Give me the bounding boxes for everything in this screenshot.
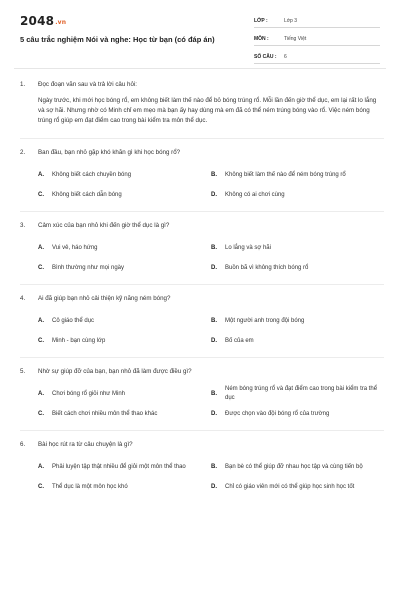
question-2 <box>20 148 384 205</box>
meta-row-class <box>254 14 380 28</box>
question-number: 5. <box>20 368 26 375</box>
option-text: Một người anh trong đội bóng <box>225 317 305 324</box>
option-a[interactable] <box>38 238 211 258</box>
option-text: Vui vẻ, háo hứng <box>52 244 98 251</box>
question-number: 6. <box>20 441 26 448</box>
question-divider <box>20 284 384 285</box>
option-key: C. <box>38 410 44 417</box>
option-d[interactable] <box>211 331 384 351</box>
option-d[interactable] <box>211 477 384 497</box>
option-d[interactable] <box>211 185 384 205</box>
question-list <box>20 80 384 497</box>
option-text: Không biết cách chuyền bóng <box>52 171 132 178</box>
option-text: Được chọn vào đội bóng rổ của trường <box>225 410 330 417</box>
logo-text: 2048 <box>20 14 55 28</box>
question-divider <box>20 138 384 139</box>
option-text: Bạn bè có thể giúp đỡ nhau học tập và cùng tiến bộ <box>225 463 363 470</box>
option-d[interactable] <box>211 258 384 278</box>
option-text: Bình thường như mọi ngày <box>52 264 125 271</box>
option-key: B. <box>211 317 217 324</box>
page-header <box>0 0 400 64</box>
option-key: A. <box>38 244 44 251</box>
option-a[interactable] <box>38 457 211 477</box>
question-number: 2. <box>20 149 26 156</box>
question-3 <box>20 221 384 278</box>
question-text: Cảm xúc của bạn nhỏ khi đến giờ thể dục là gì? <box>38 222 170 229</box>
option-text: Thể dục là một môn học khó <box>52 483 128 490</box>
option-a[interactable] <box>38 311 211 331</box>
option-key: B. <box>211 171 217 178</box>
option-c[interactable] <box>38 185 211 205</box>
meta-key: LỚP : <box>254 17 268 24</box>
site-logo[interactable] <box>20 14 66 28</box>
question-6 <box>20 440 384 497</box>
option-text: Không biết làm thế nào để ném bóng trúng rổ <box>225 171 346 178</box>
logo-extension: .vn <box>55 19 67 26</box>
question-5 <box>20 367 384 424</box>
meta-row-subject <box>254 32 380 46</box>
reading-passage: Ngày trước, khi mới học bóng rổ, em không biết làm thế nào để bỏ bóng trúng rổ. Mỗi lần đến giờ thể dục, em lại rất lo lắng và sợ hãi. Nhưng nhờ có Minh chỉ em mẹo mà bạn ấy hay dùng mà em đã có thể ném trúng bóng vào rổ. Việc ném bóng trúng rổ giúp em đạt điểm cao trong bài kiểm tra môn thể dục. <box>38 97 377 124</box>
meta-row-question-count <box>254 50 380 64</box>
answer-options <box>38 165 384 205</box>
question-1 <box>20 80 384 126</box>
option-b[interactable] <box>211 457 384 477</box>
option-text: Cô giáo thể dục <box>52 317 95 324</box>
meta-key: SỐ CÂU : <box>254 53 277 60</box>
document-meta <box>254 14 380 68</box>
question-divider <box>20 357 384 358</box>
option-key: C. <box>38 191 44 198</box>
option-key: C. <box>38 337 44 344</box>
option-c[interactable] <box>38 404 211 424</box>
option-key: B. <box>211 244 217 251</box>
option-b[interactable] <box>211 238 384 258</box>
answer-options <box>38 457 384 497</box>
question-number: 1. <box>20 81 26 88</box>
option-key: A. <box>38 171 44 178</box>
option-d[interactable] <box>211 404 384 424</box>
option-key: B. <box>211 463 217 470</box>
option-key: A. <box>38 463 44 470</box>
meta-value: 6 <box>284 53 287 60</box>
option-text: Bố của em <box>225 337 254 344</box>
answer-options <box>38 238 384 278</box>
option-text: Ném bóng trúng rổ và đạt điểm cao trong bài kiểm tra thể dục <box>225 386 378 401</box>
option-text: Biết cách chơi nhiều môn thể thao khác <box>52 410 158 417</box>
option-key: D. <box>211 410 217 417</box>
option-c[interactable] <box>38 331 211 351</box>
option-key: A. <box>38 317 44 324</box>
question-text: Ai đã giúp bạn nhỏ cải thiện kỹ năng ném bóng? <box>38 295 171 302</box>
question-text: Đọc đoạn văn sau và trả lời câu hỏi: <box>38 81 137 88</box>
header-divider <box>14 68 386 69</box>
option-text: Chơi bóng rổ giỏi như Minh <box>52 390 125 397</box>
option-key: D. <box>211 337 217 344</box>
option-text: Không có ai chơi cùng <box>225 191 285 198</box>
option-c[interactable] <box>38 477 211 497</box>
meta-value: Tiếng Việt <box>284 35 307 42</box>
option-text: Buồn bã vì không thích bóng rổ <box>225 264 309 271</box>
question-text: Nhờ sự giúp đỡ của bạn, bạn nhỏ đã làm được điều gì? <box>38 368 192 375</box>
option-text: Không biết cách dẫn bóng <box>52 191 122 198</box>
option-text: Lo lắng và sợ hãi <box>225 244 271 251</box>
option-key: D. <box>211 264 217 271</box>
answer-options <box>38 384 384 424</box>
option-key: A. <box>38 390 44 397</box>
option-text: Minh - bạn cùng lớp <box>52 337 106 344</box>
question-number: 3. <box>20 222 26 229</box>
question-divider <box>20 211 384 212</box>
option-key: D. <box>211 483 217 490</box>
option-c[interactable] <box>38 258 211 278</box>
document-title: 5 câu trắc nghiệm Nói và nghe: Học từ bạn (có đáp án) <box>20 35 215 44</box>
answer-options <box>38 311 384 351</box>
meta-key: MÔN : <box>254 35 269 42</box>
question-text: Bài học rút ra từ câu chuyện là gì? <box>38 441 133 448</box>
question-divider <box>20 430 384 431</box>
meta-value: Lớp 3 <box>284 17 298 24</box>
option-key: D. <box>211 191 217 198</box>
question-text: Ban đầu, bạn nhỏ gặp khó khăn gì khi học bóng rổ? <box>38 149 181 156</box>
option-a[interactable] <box>38 384 211 404</box>
option-key: C. <box>38 483 44 490</box>
option-a[interactable] <box>38 165 211 185</box>
option-b[interactable] <box>211 311 384 331</box>
option-text: Chỉ có giáo viên mới có thể giúp học sinh học tốt <box>225 483 355 490</box>
question-number: 4. <box>20 295 26 302</box>
option-key: B. <box>211 390 217 397</box>
question-4 <box>20 294 384 351</box>
option-b[interactable] <box>211 165 384 185</box>
option-b[interactable] <box>211 384 384 404</box>
option-text: Phải luyện tập thật nhiều để giỏi một môn thể thao <box>52 463 186 470</box>
option-key: C. <box>38 264 44 271</box>
